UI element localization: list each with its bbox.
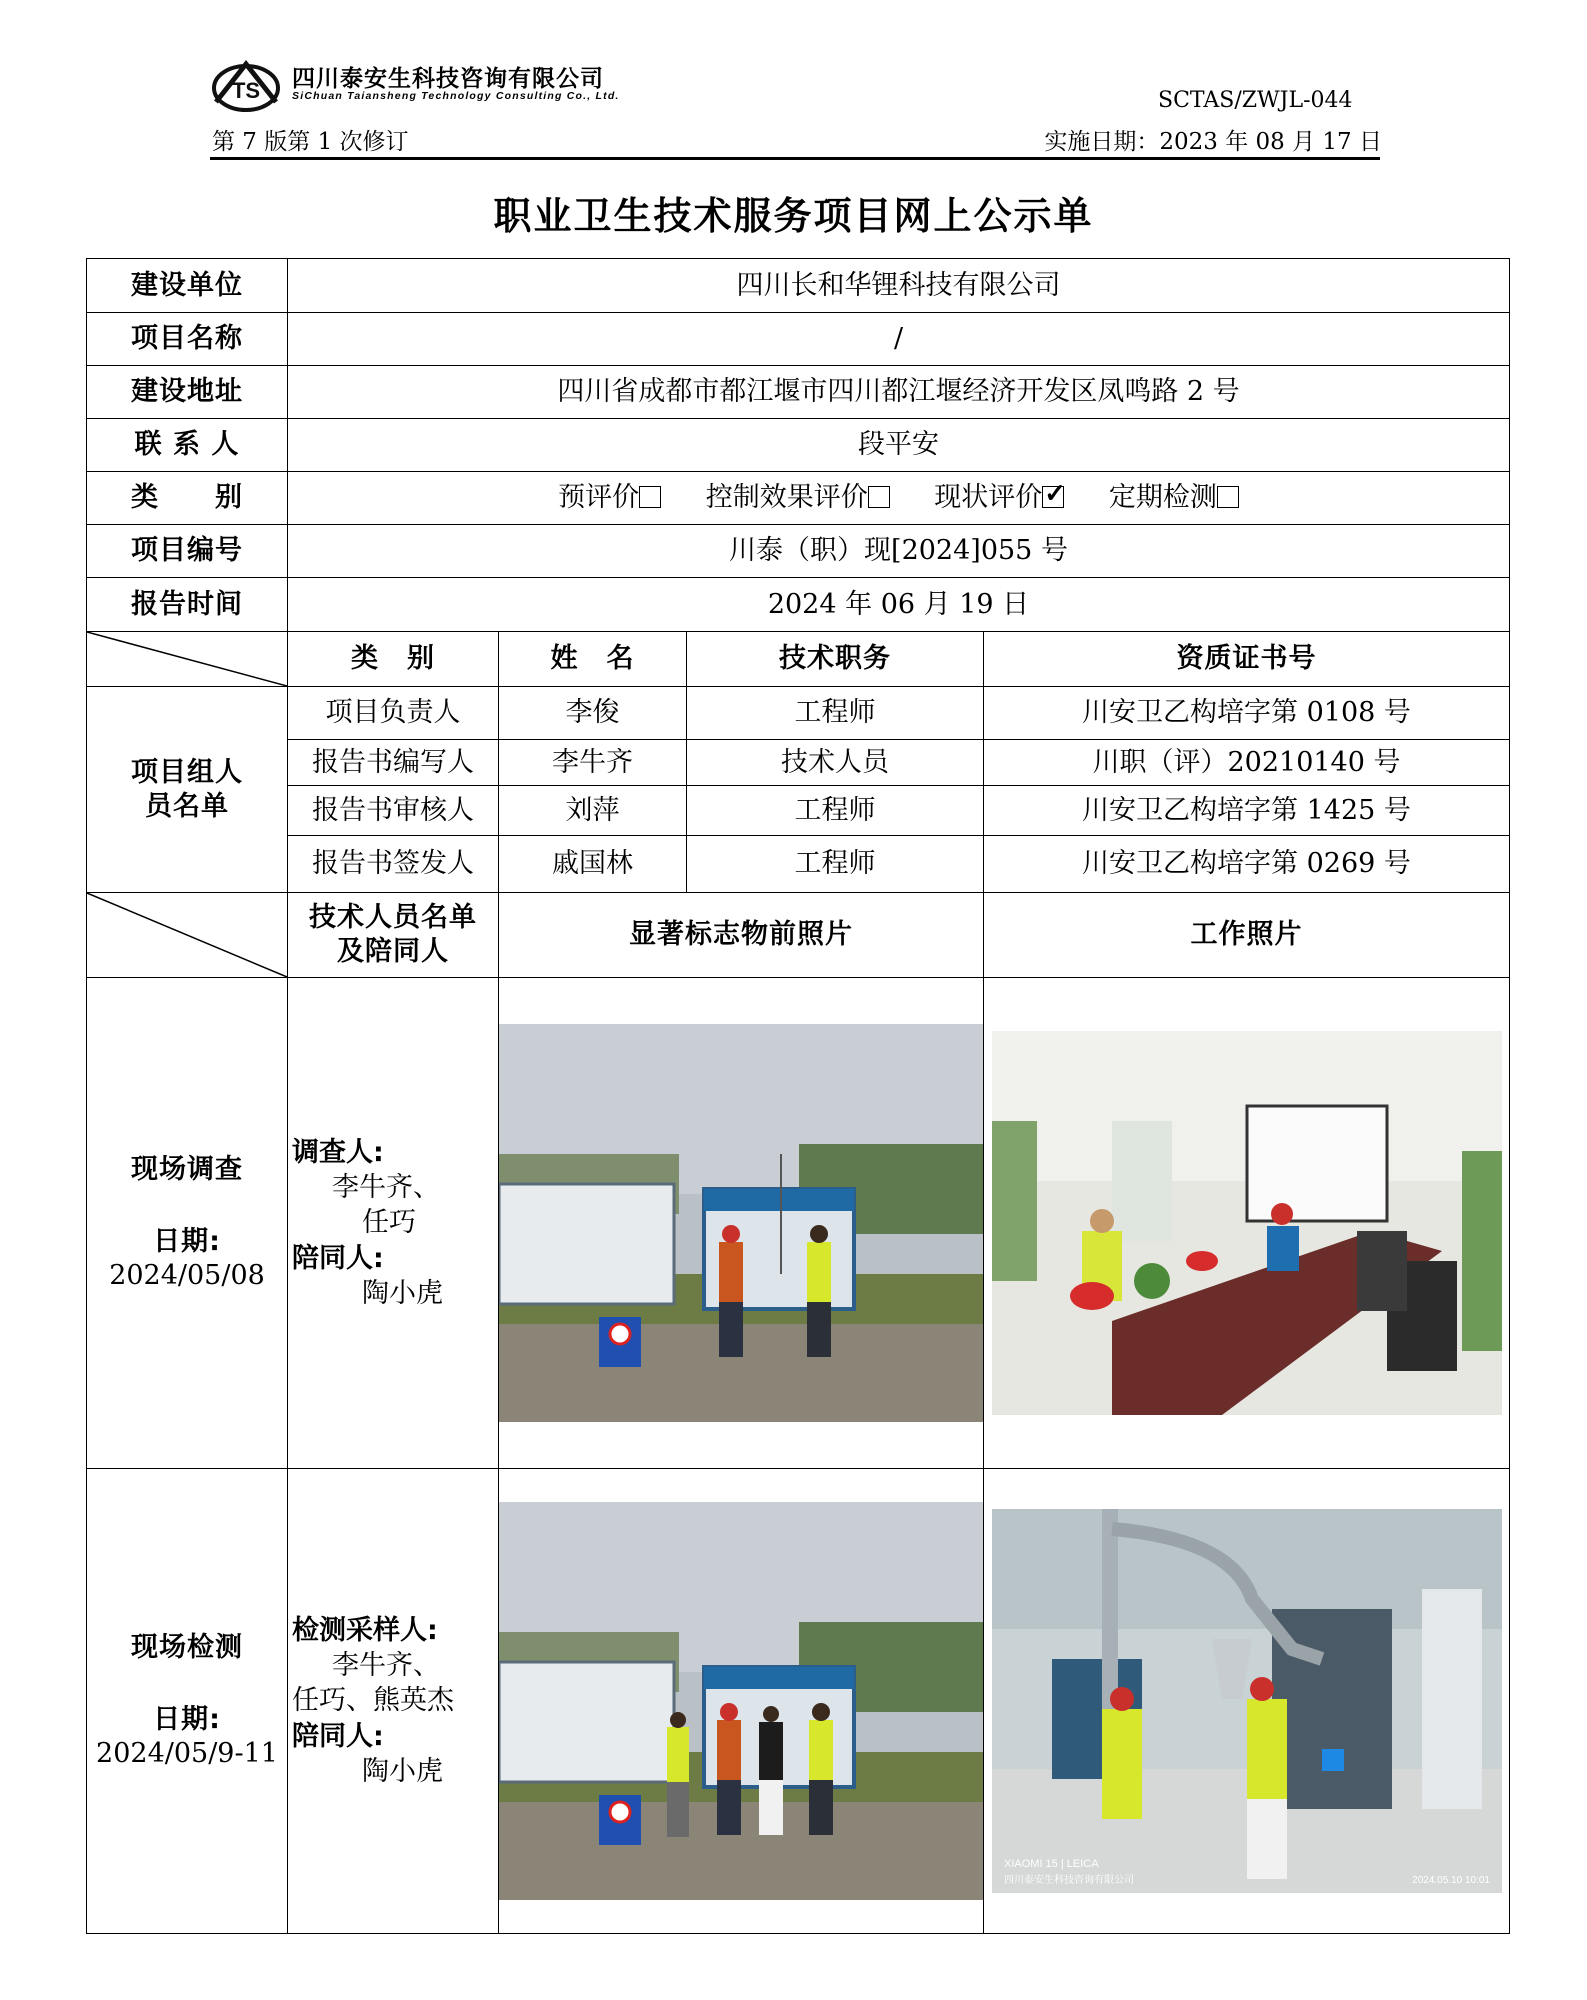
header-divider xyxy=(210,157,1380,160)
investigators-line2: 任巧 xyxy=(362,1207,416,1239)
row-report-time xyxy=(87,578,1510,632)
category-pre-evaluation-checkbox[interactable] xyxy=(639,486,661,508)
landmark-photo-detection xyxy=(499,1502,983,1900)
contact-value: 段平安 xyxy=(288,419,1510,472)
builder-value: 四川长和华锂科技有限公司 xyxy=(288,259,1510,313)
diagonal-line xyxy=(87,632,287,686)
contact-label: 联 系 人 xyxy=(87,419,288,472)
category-periodic-detection-checkbox[interactable] xyxy=(1217,486,1239,508)
team-col-title: 技术职务 xyxy=(687,632,984,687)
team-col-cert: 资质证书号 xyxy=(984,632,1510,687)
builder-label: 建设单位 xyxy=(87,259,288,313)
survey-work-photo-cell xyxy=(984,978,1510,1469)
survey-title: 现场调查 xyxy=(131,1154,243,1186)
team-name: 刘萍 xyxy=(499,786,687,836)
photo-caption-left: XIAOMI 15 | LEICA xyxy=(1003,1858,1099,1870)
diagonal-line xyxy=(87,893,287,977)
col-staff-header: 技术人员名单及陪同人 xyxy=(288,893,499,978)
survey-staff-cell xyxy=(288,978,499,1469)
photo-header-row xyxy=(87,893,1510,978)
logo-text: TS xyxy=(231,78,261,103)
survey-title-cell xyxy=(87,978,288,1469)
report-time-label: 报告时间 xyxy=(87,578,288,632)
detection-row xyxy=(87,1469,1510,1934)
detection-title: 现场检测 xyxy=(131,1632,243,1664)
photo-caption-company: 四川泰安生科技咨询有限公司 xyxy=(1003,1875,1134,1886)
row-builder xyxy=(87,259,1510,313)
col-landmark-header: 显著标志物前照片 xyxy=(499,893,984,978)
team-name: 戚国林 xyxy=(499,836,687,893)
team-cert: 川安卫乙构培字第 0108 号 xyxy=(984,687,1510,740)
disclosure-table xyxy=(86,258,1510,1934)
team-cert: 川安卫乙构培字第 0269 号 xyxy=(984,836,1510,893)
samplers-line2: 任巧、熊英杰 xyxy=(292,1685,454,1717)
row-category xyxy=(87,472,1510,525)
work-photo-survey xyxy=(992,1031,1502,1415)
detection-date-label: 日期: xyxy=(153,1704,221,1736)
companion-label: 陪同人: xyxy=(292,1242,384,1274)
team-section-label: 项目组人员名单 xyxy=(87,687,288,893)
survey-date-label: 日期: xyxy=(153,1226,221,1258)
category-control-effect-checkbox[interactable] xyxy=(868,486,890,508)
document-code: SCTAS/ZWJL-044 xyxy=(1158,88,1353,113)
team-col-name: 姓 名 xyxy=(499,632,687,687)
team-header-row xyxy=(87,632,1510,687)
survey-date: 2024/05/08 xyxy=(109,1259,265,1291)
category-pre-evaluation-label: 预评价 xyxy=(558,482,640,514)
category-label: 类 别 xyxy=(87,472,288,525)
row-project-no xyxy=(87,525,1510,578)
project-name-label: 项目名称 xyxy=(87,313,288,366)
photo-caption-time: 2024.05.10 10:01 xyxy=(1411,1875,1490,1886)
team-row xyxy=(87,740,1510,786)
team-cert: 川职（评）20210140 号 xyxy=(984,740,1510,786)
team-row xyxy=(87,836,1510,893)
company-logo xyxy=(210,58,282,114)
team-role: 报告书编写人 xyxy=(288,740,499,786)
document-title: 职业卫生技术服务项目网上公示单 xyxy=(493,194,1094,238)
team-role: 项目负责人 xyxy=(288,687,499,740)
samplers-line1: 李牛齐、 xyxy=(332,1650,440,1682)
team-role: 报告书签发人 xyxy=(288,836,499,893)
landmark-photo-survey xyxy=(499,1024,983,1422)
category-options xyxy=(288,472,1510,525)
revision-info: 第 7 版第 1 次修订 xyxy=(212,129,409,155)
team-title: 工程师 xyxy=(687,687,984,740)
team-cert: 川安卫乙构培字第 1425 号 xyxy=(984,786,1510,836)
company-name-cn: 四川泰安生科技咨询有限公司 xyxy=(292,66,604,92)
implementation-date: 实施日期：2023 年 08 月 17 日 xyxy=(1044,129,1382,155)
companion-label: 陪同人: xyxy=(292,1720,384,1752)
team-role: 报告书审核人 xyxy=(288,786,499,836)
team-name: 李牛齐 xyxy=(499,740,687,786)
team-title: 工程师 xyxy=(687,836,984,893)
team-title: 技术人员 xyxy=(687,740,984,786)
detection-work-photo-cell xyxy=(984,1469,1510,1934)
category-periodic-detection-label: 定期检测 xyxy=(1108,482,1217,514)
companion-name: 陶小虎 xyxy=(362,1755,443,1787)
category-status-evaluation-checkbox[interactable] xyxy=(1042,486,1064,508)
project-no-label: 项目编号 xyxy=(87,525,288,578)
category-control-effect-label: 控制效果评价 xyxy=(705,482,868,514)
team-row xyxy=(87,687,1510,740)
col-work-header: 工作照片 xyxy=(984,893,1510,978)
investigator-label: 调查人: xyxy=(292,1137,384,1169)
team-col-category: 类 别 xyxy=(288,632,499,687)
category-status-evaluation-label: 现状评价 xyxy=(934,482,1043,514)
survey-landmark-photo-cell xyxy=(499,978,984,1469)
team-name: 李俊 xyxy=(499,687,687,740)
project-no-value: 川泰（职）现[2024]055 号 xyxy=(288,525,1510,578)
team-row xyxy=(87,786,1510,836)
companion-name: 陶小虎 xyxy=(362,1277,443,1309)
diagonal-cell xyxy=(87,632,288,687)
team-title: 工程师 xyxy=(687,786,984,836)
diagonal-cell xyxy=(87,893,288,978)
survey-row xyxy=(87,978,1510,1469)
row-project-name xyxy=(87,313,1510,366)
work-photo-detection xyxy=(992,1509,1502,1893)
company-name-en: SiChuan Taiansheng Technology Consulting Co., Ltd. xyxy=(292,90,620,102)
report-time-value: 2024 年 06 月 19 日 xyxy=(288,578,1510,632)
sampler-label: 检测采样人: xyxy=(292,1615,438,1647)
detection-date: 2024/05/9-11 xyxy=(96,1737,278,1769)
detection-landmark-photo-cell xyxy=(499,1469,984,1934)
row-address xyxy=(87,366,1510,419)
address-label: 建设地址 xyxy=(87,366,288,419)
investigators-line1: 李牛齐、 xyxy=(332,1172,440,1204)
row-contact xyxy=(87,419,1510,472)
detection-staff-cell xyxy=(288,1469,499,1934)
address-value: 四川省成都市都江堰市四川都江堰经济开发区凤鸣路 2 号 xyxy=(288,366,1510,419)
project-name-value: / xyxy=(288,313,1510,366)
detection-title-cell xyxy=(87,1469,288,1934)
